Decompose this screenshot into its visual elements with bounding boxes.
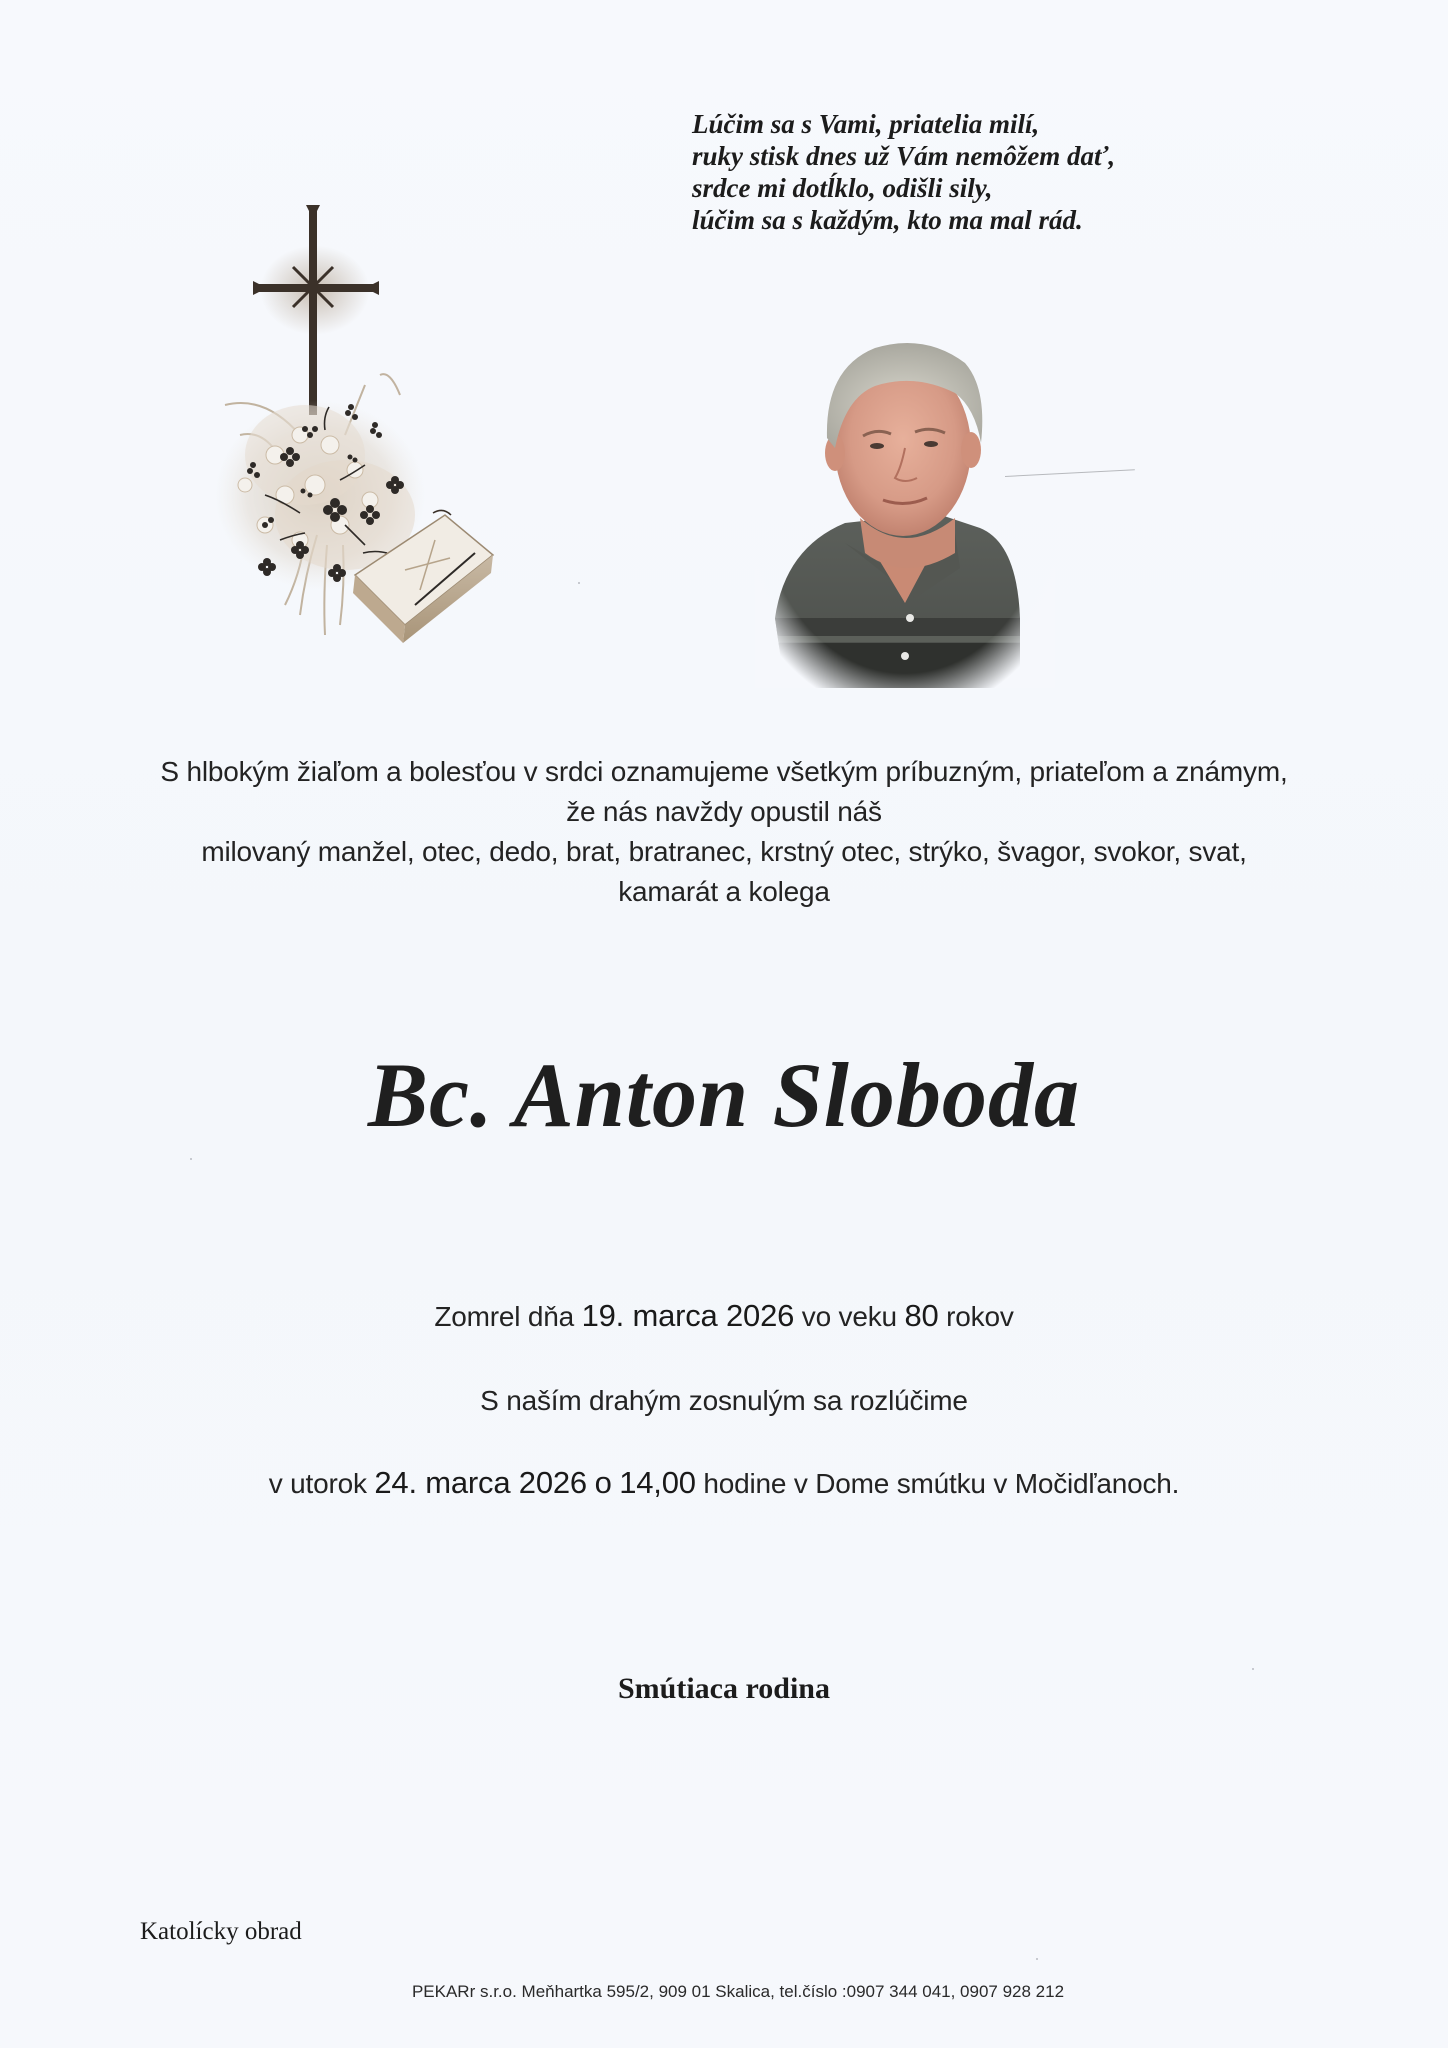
ceremony-time: 14,00 bbox=[619, 1465, 696, 1500]
announcement-line: milovaný manžel, otec, dedo, brat, bratranec, krstný otec, strýko, švagor, svokor, svat, bbox=[201, 836, 1247, 867]
family-signature: Smútiaca rodina bbox=[618, 1672, 830, 1705]
age-suffix: rokov bbox=[946, 1301, 1014, 1332]
ceremony-suffix: hodine v Dome smútku v Močidľanoch. bbox=[703, 1468, 1180, 1499]
announcement-line: S hlbokým žiaľom a bolesťou v srdci oznamujeme všetkým príbuzným, priateľom a známym, bbox=[160, 756, 1288, 787]
death-date-line bbox=[0, 1298, 1448, 1334]
death-prefix: Zomrel dňa bbox=[434, 1301, 574, 1332]
poem-line: Lúčim sa s Vami, priatelia milí, bbox=[692, 109, 1040, 139]
poem-line: ruky stisk dnes už Vám nemôžem dať, bbox=[692, 141, 1116, 171]
farewell-poem bbox=[692, 108, 1115, 236]
poem-line: srdce mi dotĺklo, odišli sily, bbox=[692, 173, 993, 203]
scan-speck bbox=[1036, 1958, 1038, 1960]
death-announcement bbox=[0, 752, 1448, 912]
death-date: 19. marca 2026 bbox=[581, 1298, 795, 1333]
scan-speck bbox=[1252, 1668, 1254, 1670]
deceased-portrait bbox=[755, 318, 1055, 688]
ceremony-prefix: v utorok bbox=[268, 1468, 367, 1499]
poem-line: lúčim sa s každým, kto ma mal rád. bbox=[692, 205, 1083, 235]
scan-speck bbox=[578, 582, 580, 584]
cross-bouquet-emblem bbox=[205, 195, 515, 665]
age-value: 80 bbox=[904, 1298, 939, 1333]
ceremony-line bbox=[0, 1465, 1448, 1501]
ceremony-date: 24. marca 2026 bbox=[374, 1465, 587, 1500]
age-prefix: vo veku bbox=[801, 1301, 897, 1332]
funeral-service-footer: PEKARr s.r.o. Meňhartka 595/2, 909 01 Skalica, tel.číslo :0907 344 041, 0907 928 212 bbox=[411, 1982, 1065, 2001]
rite-label: Katolícky obrad bbox=[140, 1918, 302, 1945]
announcement-line: kamarát a kolega bbox=[618, 876, 830, 907]
announcement-line: že nás navždy opustil náš bbox=[566, 796, 882, 827]
farewell-line: S naším drahým zosnulým sa rozlúčime bbox=[480, 1385, 968, 1416]
ceremony-time-prefix: o bbox=[594, 1465, 612, 1500]
deceased-name: Bc. Anton Sloboda bbox=[367, 1044, 1081, 1146]
cross-icon bbox=[253, 205, 379, 415]
scan-speck bbox=[190, 1158, 192, 1160]
